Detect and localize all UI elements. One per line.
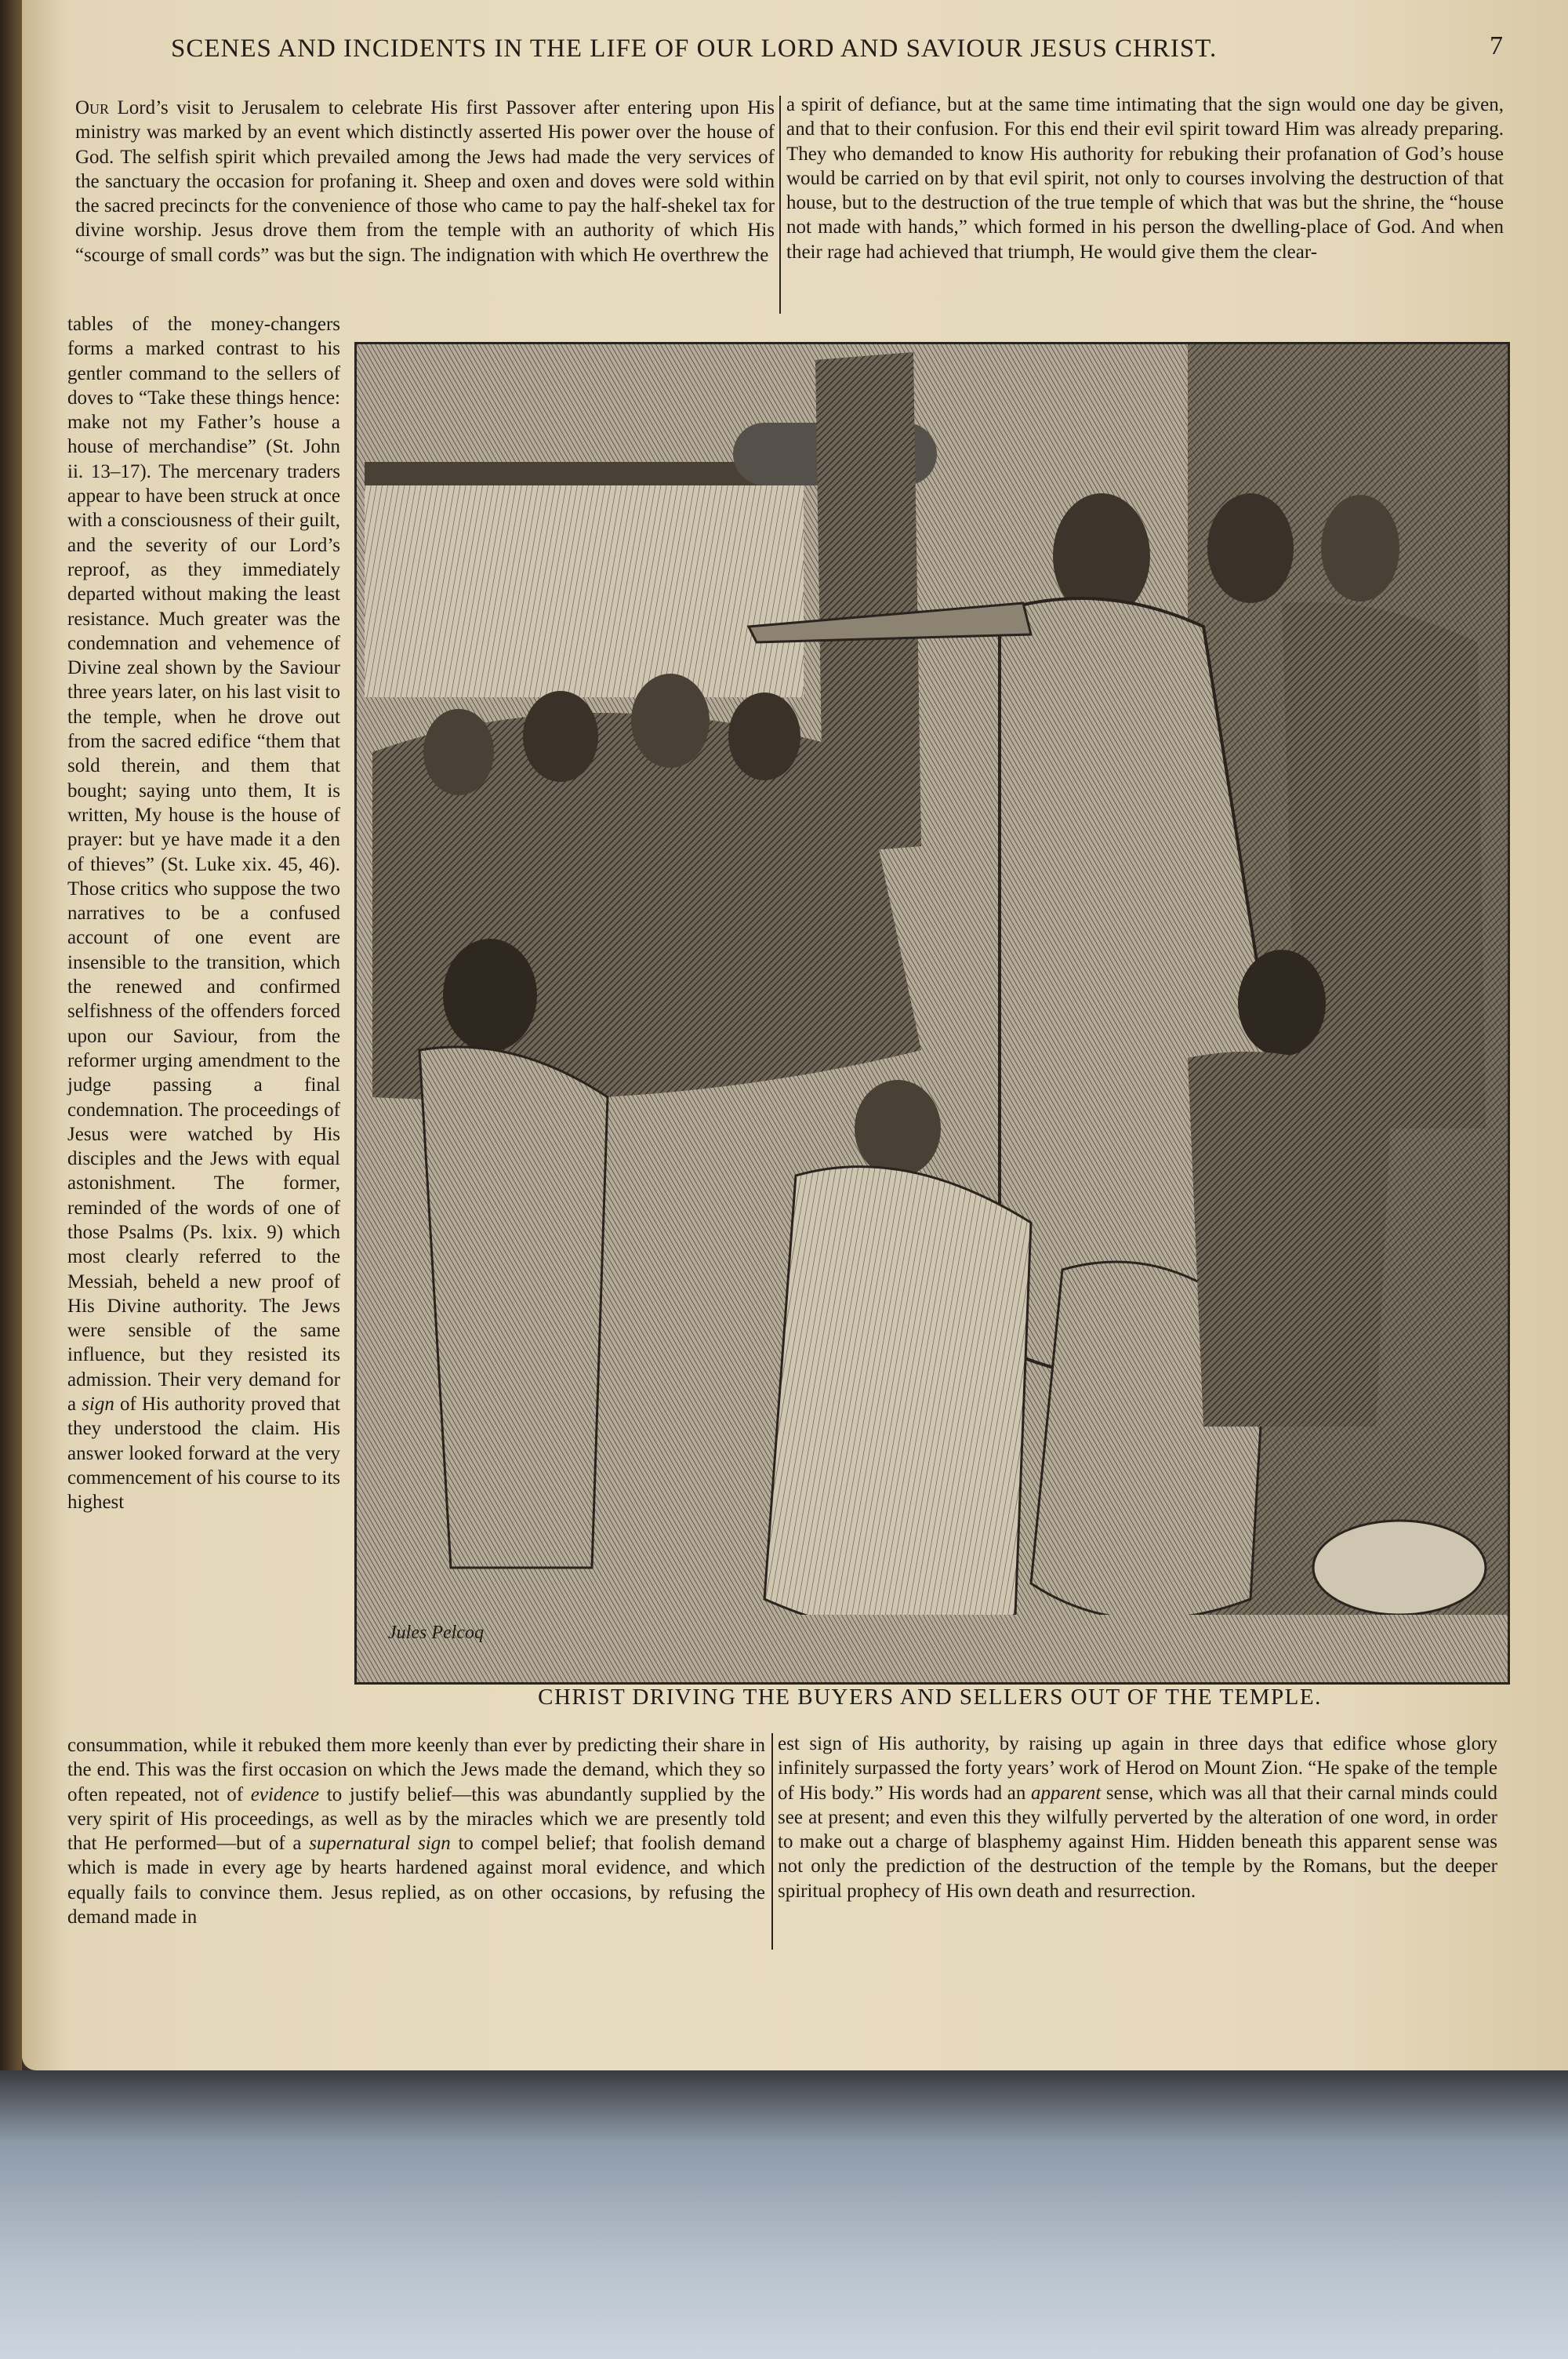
figure-caption: CHRIST DRIVING THE BUYERS AND SELLERS OUT OF THE TEMPLE. [538, 1685, 1322, 1710]
paragraph-bottom-right-a: est sign of His authority, by raising up again in three days that edifice whose glory infinitely surpassed the forty years’ work of Herod on Mount Zion. “He spake of the temple of His body.” His words had an [778, 1733, 1497, 1804]
phrase-supernatural-sign: supernatural sign [309, 1833, 451, 1855]
paragraph-narrow-a: tables of the money-changers forms a marked contrast to his gentler command to the sellers of doves to “Take these things hence: make not my Father’s house a house of merchandise” (St. John ii. 13–17). The mercenary traders appear to have been struck at once with a consciousness of their guilt, and the severity of our Lord’s reproof, as they immediately departed without making the least resistance. Much greater was the condemnation and vehemence of Divine zeal shown by the Saviour three years later, on his last visit to the temple, when he drove out from the sacred edifice “them that sold therein, and them that bought; saying unto them, It is written, My house is the house of prayer: but ye have made it a den of thieves” (St. Luke xix. 45, 46). Those critics who suppose the two narratives to be a confused account of one event are insensible to the transition, which the renewed and confirmed selfishness of the offenders forced upon our Saviour, from the reformer urging amendment to the judge passing a final condemnation. The proceedings of Jesus were watched by His disciples and the Jews with equal astonishment. The former, reminded of the words of one of those Psalms (Ps. lxix. 9) which most clearly referred to the Messiah, beheld a new proof of His Divine authority. The Jews were sensible of the same influence, but they resisted its admission. Their very demand for a [67, 314, 340, 1416]
page-number: 7 [1490, 31, 1503, 60]
word-evidence: evidence [250, 1783, 320, 1805]
word-apparent: apparent [1030, 1782, 1102, 1804]
word-sign: sign [82, 1394, 114, 1416]
text-narrow-column [67, 312, 340, 1515]
paragraph-top-right: a spirit of defiance, but at the same time intimating that the sign would one day be given, and that to their confusion. For this end their evil spirit toward Him was already preparing. They who demanded to know His authority for rebuking their profanation of God’s house would be carried on by that evil spirit, not only to courses involving the destruction of that house, but to the destruction of the true temple of which that was but the shrine, the “house not made with hands,” which formed in his person the dwelling-place of God. And when their rage had achieved that triumph, He would give them the clear- [786, 94, 1504, 263]
running-header: SCENES AND INCIDENTS IN THE LIFE OF OUR LORD AND SAVIOUR JESUS CHRIST. [171, 35, 1218, 63]
text-top-right [786, 93, 1504, 264]
column-divider-bottom [771, 1733, 773, 1950]
text-bottom-right [778, 1732, 1497, 1903]
engraving-drawing [357, 344, 1508, 1682]
text-bottom-left [67, 1733, 765, 1929]
text-top-left [75, 96, 775, 267]
table-surface [0, 2070, 1568, 2359]
drop-word: Our [75, 97, 110, 118]
column-divider-top [779, 96, 781, 314]
paragraph-top-left: Lord’s visit to Jerusalem to celebrate His first Passover after entering upon His ministry was marked by an event which distinctly asserted His power over the house of God. The selfish spirit which prevailed among the Jews had made the very services of the sanctuary the occasion for profaning it. Sheep and oxen and doves were sold within the sacred precincts for the convenience of those who came to pay the half-shekel tax for divine worship. Jesus drove them from the temple with an authority of which His “scourge of small cords” was but the sign. The indignation with which He overthrew the [75, 97, 775, 266]
book-gutter [0, 0, 22, 2070]
paragraph-bottom-left-a: consummation, while it rebuked them more keenly than ever by predicting their share in the end. This was the first occasion on which the Jews made the demand, which they so often repeated, not of [67, 1735, 765, 1805]
paragraph-narrow-b: of His authority proved that they understood the claim. His answer looked forward at the very commencement of his course to its highest [67, 1394, 340, 1514]
paragraph-bottom-left-c: to compel belief; that foolish demand which is made in every age by hearts hardened against moral evidence, and which equally fails to convince them. Jesus replied, as on other occasions, by refusing the demand made in [67, 1833, 765, 1928]
paragraph-bottom-right-b: sense, which was all that their carnal minds could see at present; and even this they wilfully perverted by the alteration of one word, in order to make out a charge of blasphemy against Him. Hidden beneath this apparent sense was not only the prediction of the destruction of the temple by the Romans, but the deeper spiritual prophecy of His own death and resurrection. [778, 1782, 1498, 1902]
paragraph-bottom-left-b: to justify belief—this was abundantly supplied by the very spirit of His proceedings, as well as by the miracles which we are presently told that He performed—but of a [67, 1783, 766, 1855]
artist-signature: Jules Pelcoq [388, 1623, 484, 1643]
engraving-illustration [354, 342, 1510, 1685]
